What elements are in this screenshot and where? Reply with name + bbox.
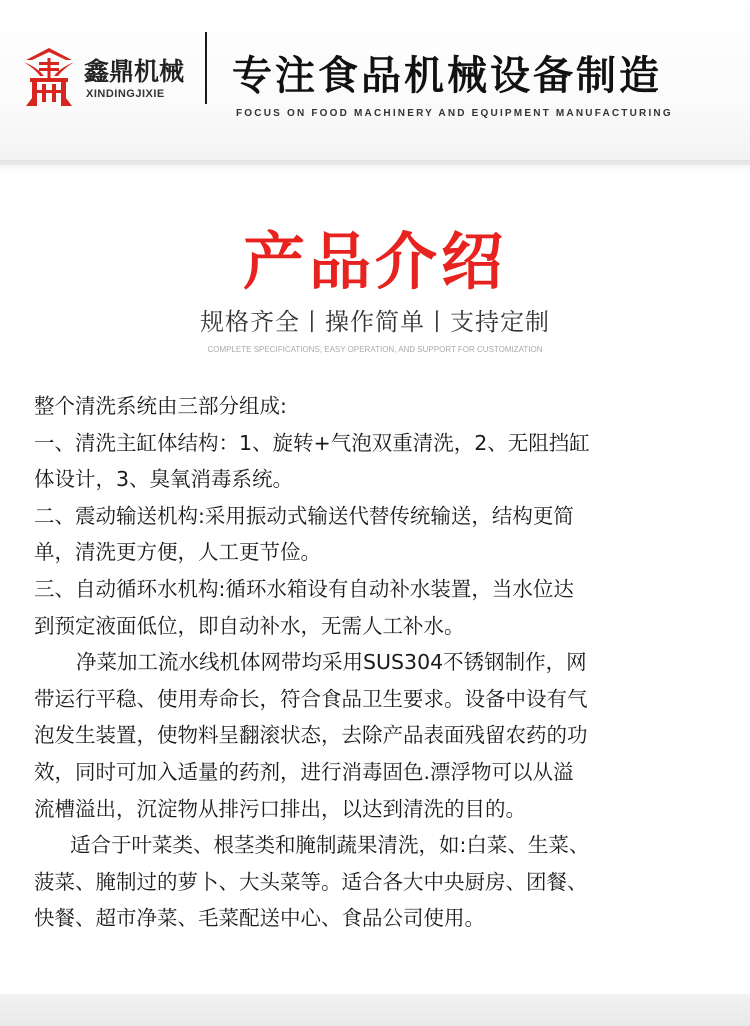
description-line: 适合于叶菜类、根茎类和腌制蔬果清洗，如:白菜、生菜、 <box>70 833 590 858</box>
description-line: 到预定液面低位，即自动补水，无需人工补水。 <box>34 613 465 638</box>
header-shadow <box>0 160 750 172</box>
brand-name: 鑫鼎机械 <box>84 57 185 86</box>
description-line: 一、清洗主缸体结构：1、旋转+气泡双重清洗，2、无阻挡缸 <box>34 430 590 455</box>
footer-band <box>0 994 750 1026</box>
product-description <box>34 388 724 937</box>
description-line: 整个清洗系统由三部分组成: <box>34 394 287 418</box>
description-line: 体设计，3、臭氧消毒系统。 <box>34 467 294 492</box>
description-line: 单，清洗更方便，人工更节俭。 <box>34 540 321 565</box>
header-band <box>0 0 750 165</box>
description-line: 净菜加工流水线机体网带均采用SUS304不锈钢制作，网 <box>76 650 587 675</box>
description-line: 菠菜、腌制过的萝卜、大头菜等。适合各大中央厨房、团餐、 <box>34 869 588 894</box>
header-title: 专注食品机械设备制造 <box>232 53 662 99</box>
header-subtitle: FOCUS ON FOOD MACHINERY AND EQUIPMENT MANUFACTURING <box>236 108 673 119</box>
description-line: 流槽溢出，沉淀物从排污口排出，以达到清洗的目的。 <box>34 796 526 821</box>
header-divider <box>205 32 207 104</box>
description-line: 三、自动循环水机构:循环水箱设有自动补水装置，当水位达 <box>34 576 574 601</box>
description-line: 快餐、超市净菜、毛菜配送中心、食品公司使用。 <box>34 906 485 931</box>
section-subtitle-en: COMPLETE SPECIFICATIONS, EASY OPERATION, AND SUPPORT FOR CUSTOMIZATION <box>207 345 543 354</box>
brand-name-en: XINDINGJIXIE <box>86 88 165 100</box>
description-line: 二、震动输送机构:采用振动式输送代替传统输送，结构更简 <box>34 503 574 528</box>
brand-logo-icon <box>22 46 76 108</box>
description-line: 带运行平稳、使用寿命长，符合食品卫生要求。设备中设有气 <box>34 686 588 711</box>
description-line: 效，同时可加入适量的药剂，进行消毒固色.漂浮物可以从溢 <box>34 759 574 784</box>
section-title: 产品介绍 <box>242 225 507 298</box>
section-subtitle: 规格齐全丨操作简单丨支持定制 <box>200 308 550 336</box>
description-line: 泡发生装置，使物料呈翻滚状态，去除产品表面残留农药的功 <box>34 723 588 748</box>
